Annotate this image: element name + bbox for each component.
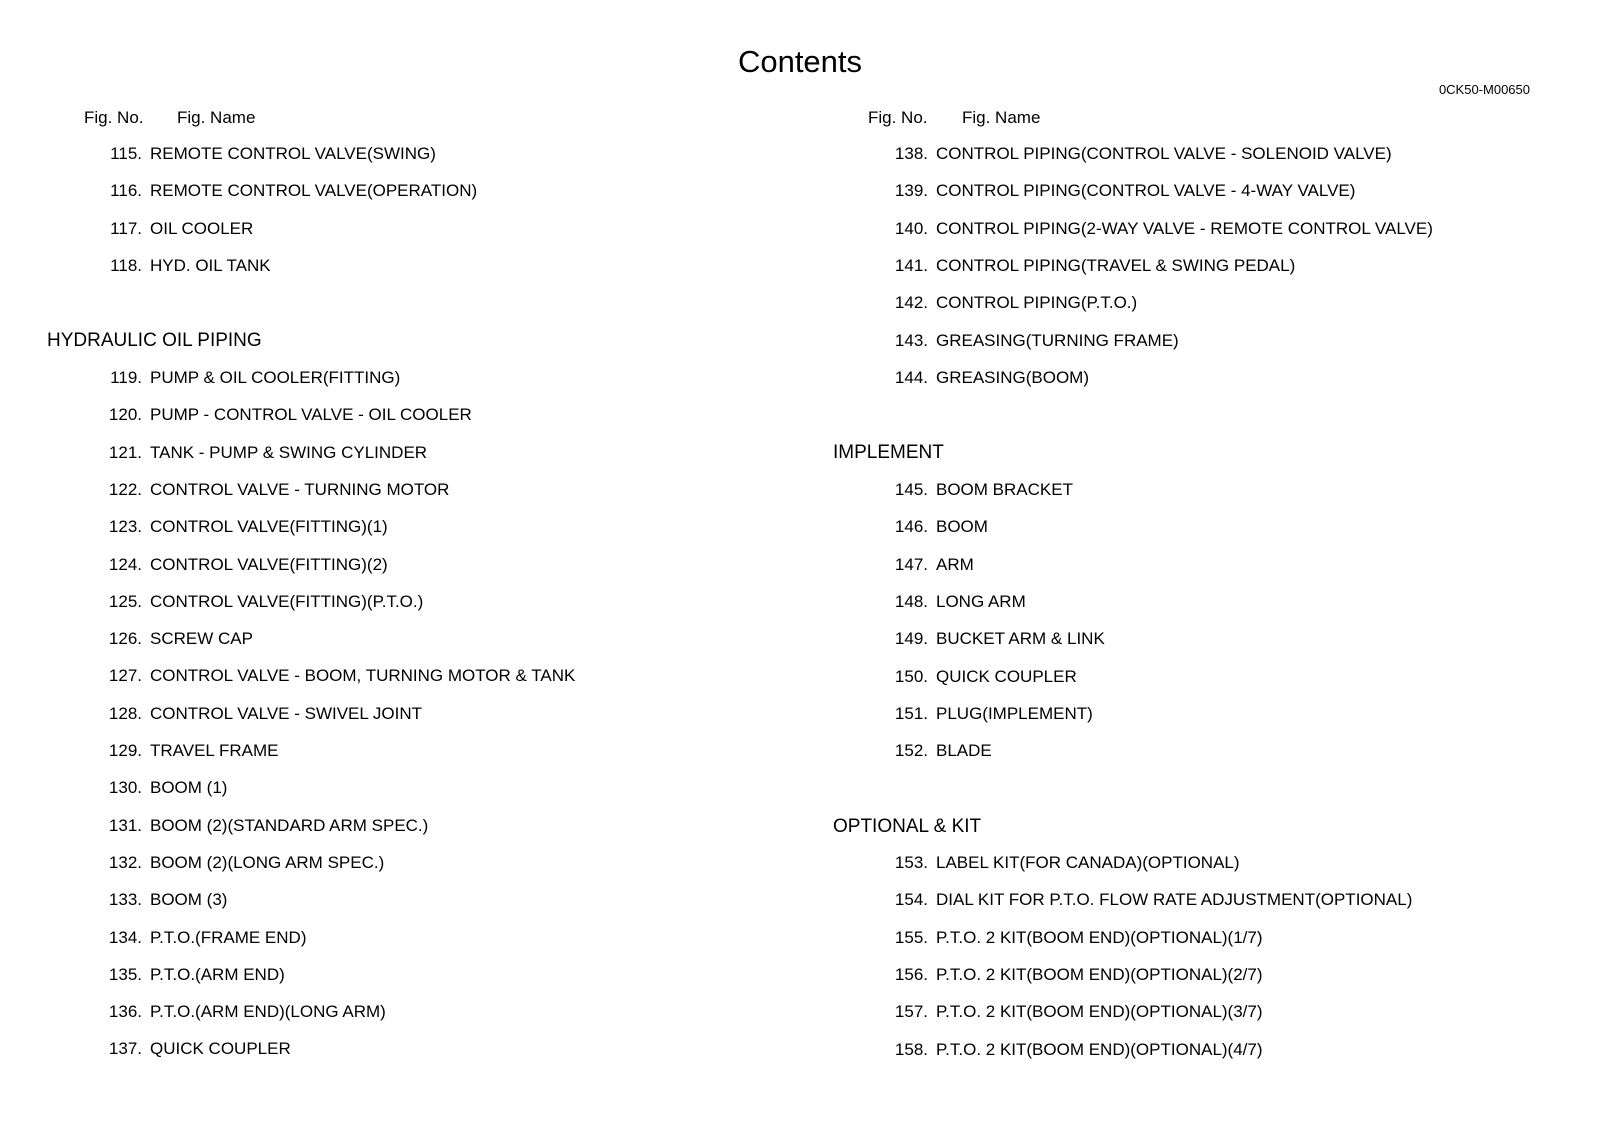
fig-name: BOOM (3) [150, 890, 228, 910]
fig-name: CONTROL PIPING(TRAVEL & SWING PEDAL) [936, 255, 1296, 275]
section-title-hydraulic-oil-piping: HYDRAULIC OIL PIPING [47, 330, 262, 351]
fig-number: 135. [108, 964, 142, 984]
fig-number: 141. [894, 255, 928, 275]
fig-name: CONTROL VALVE - BOOM, TURNING MOTOR & TANK [150, 666, 576, 686]
fig-number: 132. [108, 852, 142, 872]
fig-number: 131. [108, 815, 142, 835]
fig-name: BOOM [936, 517, 988, 537]
fig-number: 155. [894, 927, 928, 947]
page-title: Contents [737, 44, 863, 79]
fig-name: CONTROL VALVE - SWIVEL JOINT [150, 703, 423, 723]
fig-name: TRAVEL FRAME [150, 741, 279, 760]
fig-number: 145. [894, 480, 928, 499]
fig-name: HYD. OIL TANK [150, 255, 271, 275]
fig-number: 158. [894, 1039, 928, 1059]
fig-number: 118. [110, 255, 142, 275]
fig-name: CONTROL PIPING(CONTROL VALVE - SOLENOID VALVE) [936, 144, 1392, 163]
fig-name: P.T.O. 2 KIT(BOOM END)(OPTIONAL)(3/7) [936, 1002, 1263, 1022]
fig-number: 125. [108, 591, 142, 611]
fig-name: P.T.O.(ARM END)(LONG ARM) [150, 1002, 386, 1022]
fig-number: 148. [894, 591, 928, 611]
fig-name: P.T.O.(FRAME END) [150, 927, 307, 947]
fig-number: 128. [108, 703, 142, 723]
fig-number: 147. [894, 554, 928, 574]
fig-number: 120. [108, 405, 142, 425]
fig-number: 139. [894, 181, 928, 201]
fig-number: 116. [110, 181, 142, 201]
fig-name: QUICK COUPLER [150, 1039, 291, 1059]
fig-number: 152. [894, 741, 928, 761]
fig-number: 151. [894, 703, 928, 723]
fig-name: TANK - PUMP & SWING CYLINDER [150, 442, 428, 462]
fig-name: BOOM (1) [150, 778, 228, 798]
fig-number: 133. [108, 890, 142, 910]
fig-number: 122. [108, 479, 142, 499]
fig-name: REMOTE CONTROL VALVE(SWING) [150, 144, 436, 163]
fig-number: 140. [894, 218, 928, 238]
fig-name: PLUG(IMPLEMENT) [936, 703, 1093, 723]
fig-number: 150. [894, 666, 928, 686]
fig-name: LABEL KIT(FOR CANADA)(OPTIONAL) [936, 853, 1240, 872]
fig-name: CONTROL PIPING(CONTROL VALVE - 4-WAY VALVE) [936, 181, 1356, 201]
fig-number: 119. [110, 368, 142, 387]
fig-name: BOOM (2)(STANDARD ARM SPEC.) [150, 815, 429, 835]
section-title-implement: IMPLEMENT [833, 442, 944, 463]
fig-name-header: Fig. Name [177, 108, 256, 127]
fig-name: CONTROL VALVE(FITTING)(2) [150, 554, 388, 574]
section-title-optional-kit: OPTIONAL & KIT [833, 816, 982, 837]
fig-number: 157. [894, 1002, 928, 1022]
fig-number: 123. [108, 517, 142, 537]
fig-number: 126. [108, 629, 142, 649]
fig-name: P.T.O.(ARM END) [150, 964, 285, 984]
fig-no-header: Fig. No. [868, 108, 928, 127]
fig-number: 134. [108, 927, 142, 947]
fig-name: GREASING(TURNING FRAME) [936, 330, 1179, 350]
fig-no-header: Fig. No. [84, 108, 144, 127]
fig-name: QUICK COUPLER [936, 666, 1077, 686]
fig-number: 137. [108, 1039, 142, 1059]
fig-number: 130. [108, 778, 142, 798]
fig-number: 136. [108, 1002, 142, 1022]
fig-number: 121. [108, 442, 142, 462]
fig-number: 115. [110, 144, 142, 163]
fig-name: CONTROL PIPING(2-WAY VALVE - REMOTE CONTROL VALVE) [936, 218, 1433, 238]
fig-number: 127. [108, 666, 142, 686]
fig-name: GREASING(BOOM) [936, 367, 1090, 387]
fig-name: BOOM (2)(LONG ARM SPEC.) [150, 852, 385, 872]
fig-name: OIL COOLER [150, 218, 254, 238]
fig-name: PUMP - CONTROL VALVE - OIL COOLER [150, 405, 472, 425]
fig-name: BUCKET ARM & LINK [936, 629, 1105, 649]
fig-name: CONTROL PIPING(P.T.O.) [936, 293, 1138, 313]
fig-number: 146. [894, 517, 928, 537]
fig-name: CONTROL VALVE(FITTING)(1) [150, 517, 388, 537]
document-code: 0CK50-M00650 [1438, 82, 1530, 97]
fig-name: BOOM BRACKET [936, 480, 1073, 499]
fig-name: CONTROL VALVE - TURNING MOTOR [150, 479, 450, 499]
fig-name: P.T.O. 2 KIT(BOOM END)(OPTIONAL)(2/7) [936, 964, 1263, 984]
fig-name: PUMP & OIL COOLER(FITTING) [150, 368, 401, 387]
fig-name: SCREW CAP [150, 629, 253, 649]
fig-name: P.T.O. 2 KIT(BOOM END)(OPTIONAL)(4/7) [936, 1039, 1263, 1059]
fig-number: 138. [894, 144, 928, 163]
fig-number: 129. [108, 741, 142, 760]
fig-name: ARM [936, 554, 974, 574]
fig-number: 156. [894, 964, 928, 984]
fig-number: 143. [894, 330, 928, 350]
fig-number: 142. [894, 293, 928, 313]
fig-name: BLADE [936, 741, 992, 761]
fig-name-header: Fig. Name [962, 108, 1041, 127]
fig-number: 154. [894, 890, 928, 910]
fig-number: 124. [108, 554, 142, 574]
fig-name: CONTROL VALVE(FITTING)(P.T.O.) [150, 591, 424, 611]
fig-number: 144. [894, 367, 928, 387]
fig-number: 117. [110, 218, 142, 238]
fig-name: LONG ARM [936, 591, 1026, 611]
fig-number: 149. [894, 629, 928, 649]
fig-name: DIAL KIT FOR P.T.O. FLOW RATE ADJUSTMENT(OPTIONAL) [936, 890, 1413, 910]
fig-name: REMOTE CONTROL VALVE(OPERATION) [150, 181, 478, 201]
fig-number: 153. [894, 853, 928, 872]
fig-name: P.T.O. 2 KIT(BOOM END)(OPTIONAL)(1/7) [936, 927, 1263, 947]
